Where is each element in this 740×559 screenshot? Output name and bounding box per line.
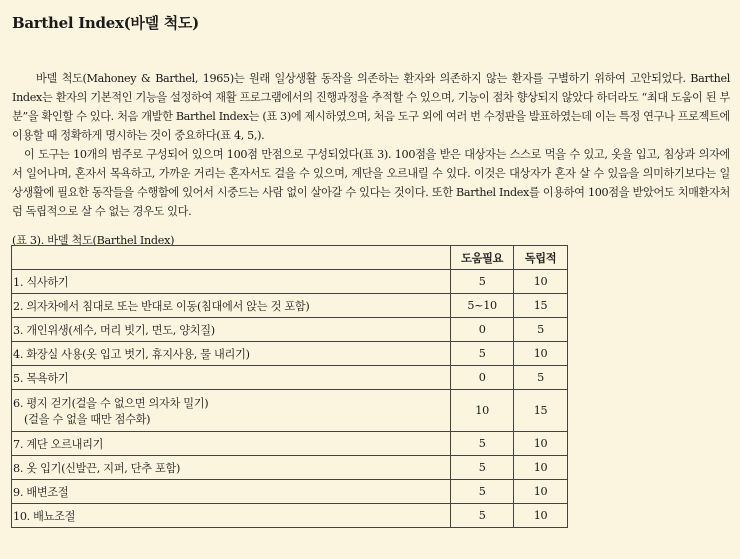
table-row xyxy=(12,342,568,366)
row-independent-score: 10 xyxy=(514,342,568,366)
row-independent-score: 10 xyxy=(514,504,568,528)
table-row xyxy=(12,366,568,390)
row-item: 8. 옷 입기(신발끈, 지퍼, 단추 포함) xyxy=(12,456,451,480)
row-independent-score: 10 xyxy=(514,432,568,456)
row-item-line2: (걸을 수 없을 때만 점수화) xyxy=(24,412,151,426)
table-row xyxy=(12,294,568,318)
row-independent-score: 5 xyxy=(514,318,568,342)
row-help-score: 5 xyxy=(451,432,514,456)
row-help-score: 5~10 xyxy=(451,294,514,318)
paragraph-intro: 바델 척도(Mahoney & Barthel, 1965)는 원래 일상생활 동작을 의존하는 환자와 의존하지 않는 환자를 구별하기 위하여 고안되었다. Barthel Index는 환자의 기본적인 기능을 설정하여 재활 프로그램에서의 진행과정을 추적할 수 있으며, 기능이 점차 향상되지 않았다 하더라도 “최대 도움이 된 부분”을 확인할 수 있다. 처음 개발한 Barthel Index는 (표 3)에 제시하였으며, 처음 도구 외에 여러 번 수정판을 발표하였는데 이는 특정 연구나 프로젝트에 이용할 때 정확하게 명시하는 것이 중요하다(표 4, 5,). xyxy=(12,72,730,142)
row-item: 4. 화장실 사용(옷 입고 벗기, 휴지사용, 물 내리기) xyxy=(12,342,451,366)
row-help-score: 0 xyxy=(451,318,514,342)
table-row xyxy=(12,318,568,342)
table-row xyxy=(12,456,568,480)
header-independent: 독립적 xyxy=(514,246,568,270)
table-row xyxy=(12,390,568,432)
row-item: 1. 식사하기 xyxy=(12,270,451,294)
table-caption: (표 3). 바델 척도(Barthel Index) xyxy=(12,234,175,247)
row-help-score: 0 xyxy=(451,366,514,390)
row-help-score: 5 xyxy=(451,456,514,480)
row-item: 3. 개인위생(세수, 머리 빗기, 면도, 양치질) xyxy=(12,318,451,342)
row-item: 9. 배변조절 xyxy=(12,480,451,504)
row-help-score: 5 xyxy=(451,480,514,504)
row-independent-score: 15 xyxy=(514,390,568,432)
table-row xyxy=(12,270,568,294)
row-item: 5. 목욕하기 xyxy=(12,366,451,390)
row-help-score: 5 xyxy=(451,342,514,366)
row-independent-score: 10 xyxy=(514,480,568,504)
table-header-row xyxy=(12,246,568,270)
barthel-table xyxy=(11,245,568,528)
row-item-line1: 6. 평지 걷기(걸을 수 없으면 의자차 밀기) xyxy=(13,396,209,410)
row-independent-score: 15 xyxy=(514,294,568,318)
row-help-score: 5 xyxy=(451,504,514,528)
row-item: 10. 배뇨조절 xyxy=(12,504,451,528)
page-title: Barthel Index(바델 척도) xyxy=(12,14,199,32)
row-item xyxy=(12,390,451,432)
row-item: 7. 계단 오르내리기 xyxy=(12,432,451,456)
row-help-score: 10 xyxy=(451,390,514,432)
table-row xyxy=(12,480,568,504)
row-item: 2. 의자차에서 침대로 또는 반대로 이동(침대에서 앉는 것 포함) xyxy=(12,294,451,318)
header-help-needed: 도움필요 xyxy=(451,246,514,270)
row-help-score: 5 xyxy=(451,270,514,294)
table-row xyxy=(12,504,568,528)
table-row xyxy=(12,432,568,456)
header-item xyxy=(12,246,451,270)
paragraph-scoring: 이 도구는 10개의 범주로 구성되어 있으며 100점 만점으로 구성되었다(표 3). 100점을 받은 대상자는 스스로 먹을 수 있고, 옷을 입고, 침상과 의자에서 일어나며, 혼자서 목욕하고, 가까운 거리는 혼자서도 걸을 수 있으며, 계단을 오르내릴 수 있다. 이것은 대상자가 혼자 살 수 있음을 의미하기보다는 일상생활에 필요한 동작들을 수행함에 있어서 시중드는 사람 없이 살아갈 수 있다는 것이다. 또한 Barthel Index를 이용하여 100점을 받았어도 치매환자처럼 독립적으로 살 수 없는 경우도 있다. xyxy=(12,148,730,218)
row-independent-score: 10 xyxy=(514,270,568,294)
row-independent-score: 5 xyxy=(514,366,568,390)
row-independent-score: 10 xyxy=(514,456,568,480)
